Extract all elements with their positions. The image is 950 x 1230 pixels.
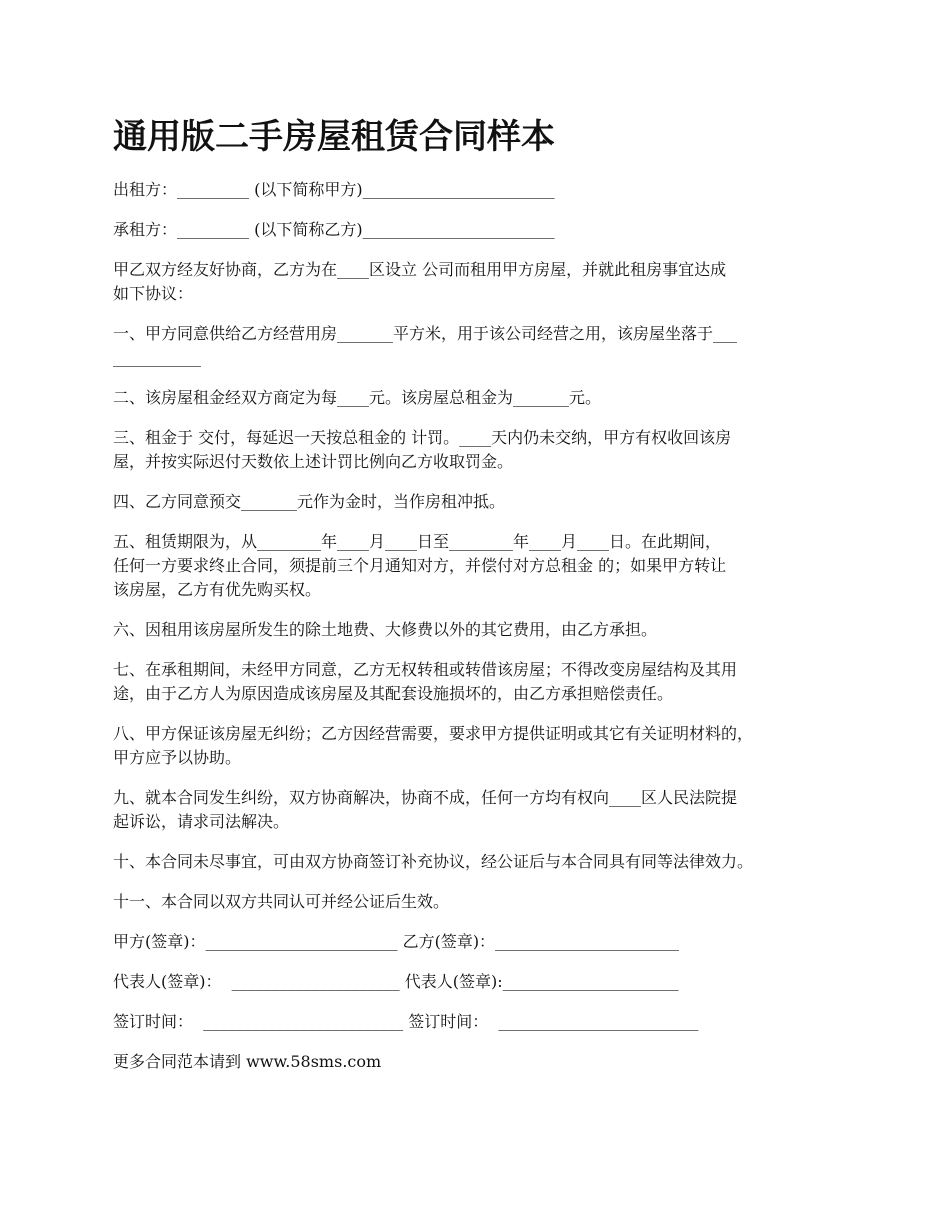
intro-paragraph: 甲乙双方经友好协商，乙方为在____区设立 公司而租用甲方房屋，并就此租房事宜达成 如下协议： (113, 260, 727, 303)
lessor-line: 出租方：_________ (以下简称甲方)________________________ (113, 180, 555, 199)
clause-1: 一、甲方同意供给乙方经营用房_______平方米，用于该公司经营之用，该房屋坐落于___ ___________ (113, 324, 738, 367)
clause-4: 四、乙方同意预交_______元作为金时，当作房租冲抵。 (113, 492, 506, 511)
representative-signature-line: 代表人(签章)： _____________________ 代表人(签章):______________________ (113, 972, 679, 991)
clause-2: 二、该房屋租金经双方商定为每____元。该房屋总租金为_______元。 (113, 388, 602, 407)
document-title: 通用版二手房屋租赁合同样本 (113, 117, 555, 157)
clause-6: 六、因租用该房屋所发生的除土地费、大修费以外的其它费用，由乙方承担。 (113, 620, 658, 639)
clause-9: 九、就本合同发生纠纷，双方协商解决，协商不成，任何一方均有权向____区人民法院提 起诉讼，请求司法解决。 (113, 788, 738, 831)
footer-note: 更多合同范本请到 www.58sms.com (113, 1052, 382, 1071)
clause-10: 十、本合同未尽事宜，可由双方协商签订补充协议，经公证后与本合同具有同等法律效力。 (113, 852, 754, 871)
lessee-line: 承租方：_________ (以下简称乙方)________________________ (113, 220, 555, 239)
clause-8: 八、甲方保证该房屋无纠纷；乙方因经营需要，要求甲方提供证明或其它有关证明材料的， 甲方应予以协助。 (113, 724, 754, 767)
clause-7: 七、在承租期间，未经甲方同意，乙方无权转租或转借该房屋；不得改变房屋结构及其用 途，由于乙方人为原因造成该房屋及其配套设施损坏的，由乙方承担赔偿责任。 (113, 660, 738, 703)
document-page (113, 112, 858, 1090)
signing-date-line: 签订时间： _________________________ 签订时间： _________________________ (113, 1012, 699, 1031)
clause-5: 五、租赁期限为，从________年____月____日至________年____月____日。在此期间， 任何一方要求终止合同，须提前三个月通知对方，并偿付对方总租金 的；如果甲方转让 该房屋，乙方有优先购买权。 (113, 532, 727, 599)
clause-11: 十一、本合同以双方共同认可并经公证后生效。 (113, 892, 450, 911)
party-signature-line: 甲方(签章)：________________________ 乙方(签章)：_______________________ (113, 932, 680, 951)
clause-3: 三、租金于 交付，每延迟一天按总租金的 计罚。____天内仍未交纳，甲方有权收回该房 屋，并按实际迟付天数依上述计罚比例向乙方收取罚金。 (113, 428, 732, 471)
